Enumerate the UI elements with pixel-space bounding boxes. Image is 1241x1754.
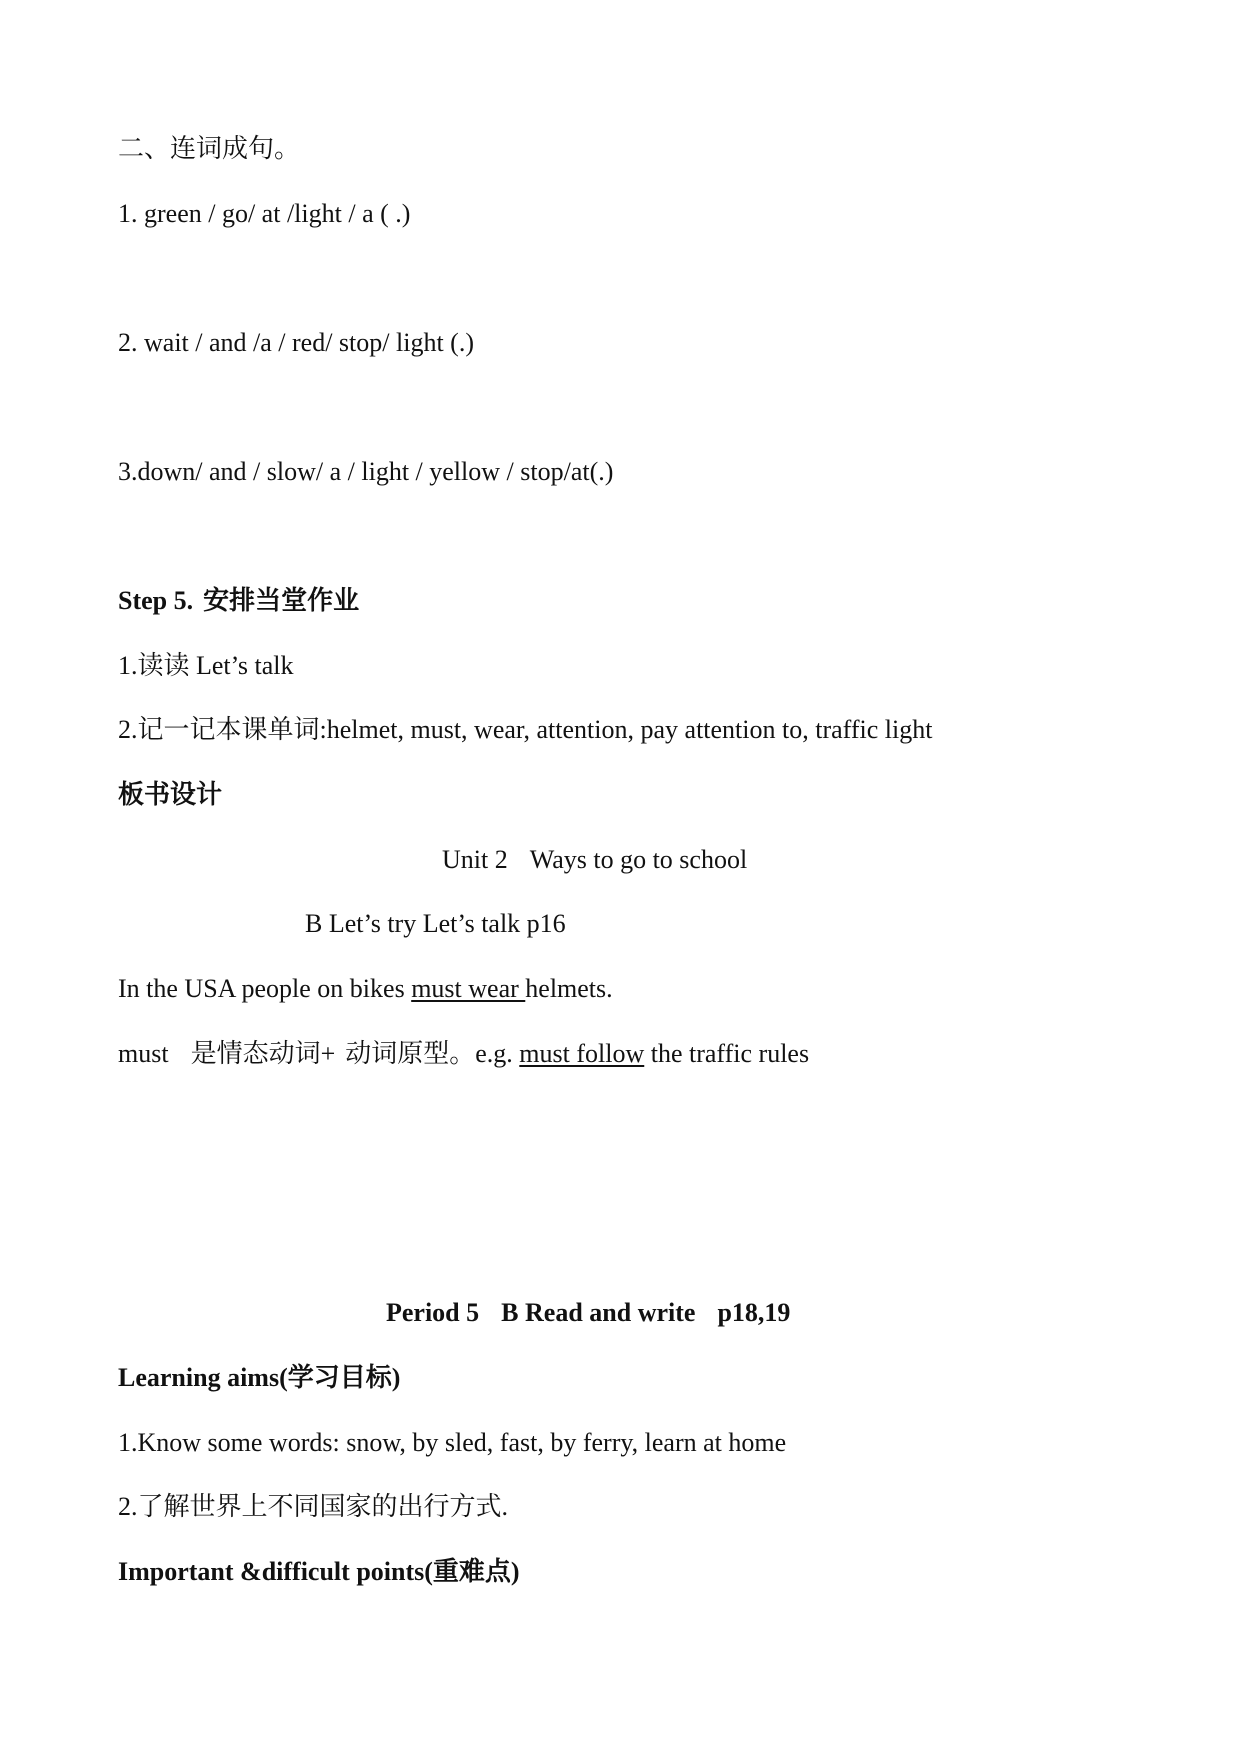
exercise-item-2: 2. wait / and /a / red/ stop/ light (.) [118, 328, 474, 357]
board-unit-name: Ways to go to school [529, 845, 748, 874]
period5-pages: p18,19 [717, 1298, 791, 1327]
period5-name: B Read and write [501, 1298, 696, 1327]
step5-heading [118, 584, 359, 618]
board-sentence-2-underlined: must follow [519, 1039, 645, 1068]
board-sentence-1-after: helmets. [525, 974, 613, 1003]
period5-label: Period 5 [386, 1298, 480, 1327]
board-sentence-1 [118, 972, 613, 1006]
exercise-item-3: 3.down/ and / slow/ a / light / yellow / stop/at(.) [118, 457, 614, 486]
exercise-heading: 二、连词成句。 [118, 134, 301, 163]
aims-item-2: 2.了解世界上不同国家的出行方式. [118, 1492, 509, 1521]
board-sentence-2-after: the traffic rules [644, 1039, 810, 1068]
aims-item-1: 1.Know some words: snow, by sled, fast, by ferry, learn at home [118, 1428, 787, 1457]
step5-heading-label: Step 5. [118, 586, 194, 615]
step5-item-2: 2.记一记本课单词:helmet, must, wear, attention, pay attention to, traffic light [118, 715, 933, 744]
board-unit-title [442, 843, 747, 877]
board-unit-label: Unit 2 [442, 845, 508, 874]
period5-title [386, 1296, 790, 1330]
step5-item-1: 1.读读 Let’s talk [118, 651, 294, 680]
exercise-item-1: 1. green / go/ at /light / a ( .) [118, 199, 411, 228]
points-heading: Important &difficult points(重难点) [118, 1557, 520, 1586]
board-heading: 板书设计 [118, 780, 223, 809]
board-sentence-2-part2: 动词原型。e.g. [345, 1039, 520, 1068]
board-sentence-2 [118, 1037, 809, 1071]
aims-heading: Learning aims(学习目标) [118, 1363, 401, 1392]
board-sentence-2-part1: 是情态动词+ [190, 1039, 336, 1068]
step5-heading-text: 安排当堂作业 [203, 586, 360, 615]
board-sentence-2-word: must [118, 1039, 169, 1068]
board-subtitle: B Let’s try Let’s talk p16 [305, 909, 566, 938]
board-sentence-1-before: In the USA people on bikes [118, 974, 412, 1003]
board-sentence-1-underlined: must wear [411, 974, 526, 1003]
